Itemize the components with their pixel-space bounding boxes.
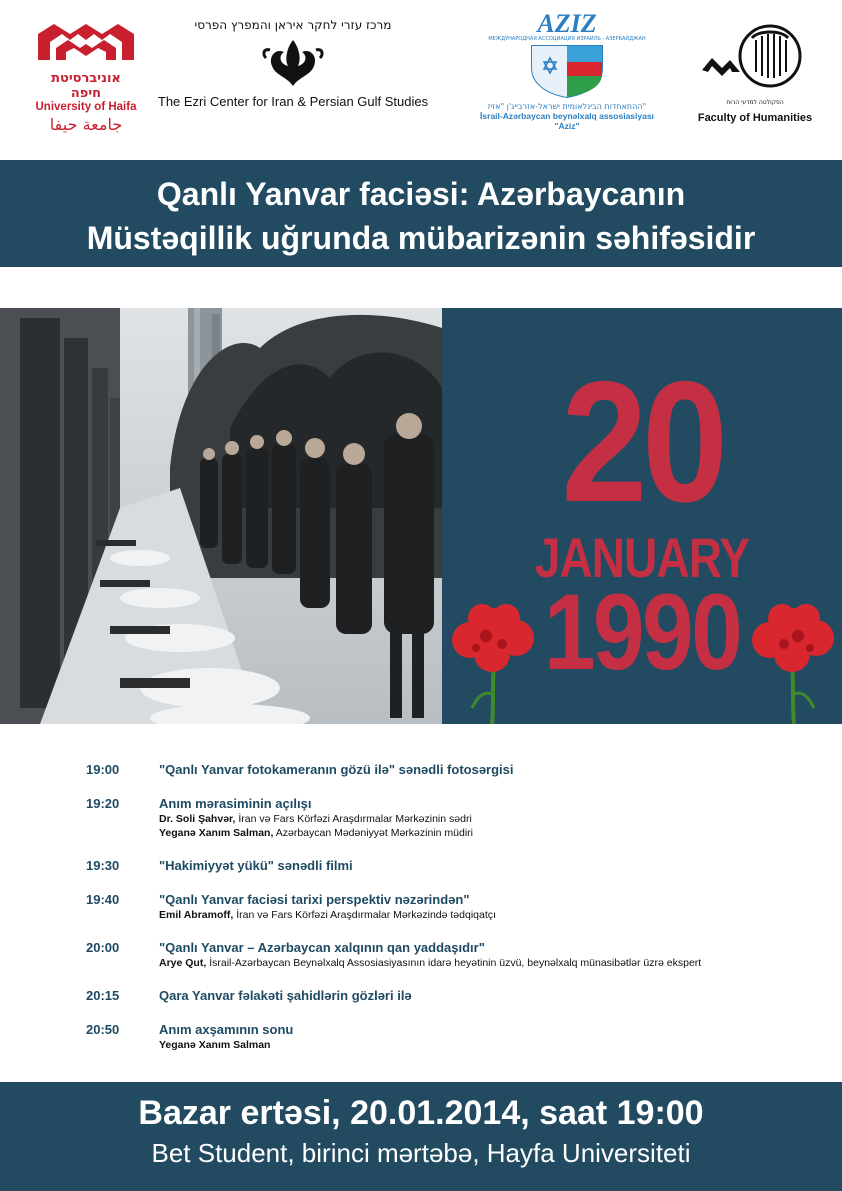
- haifa-arabic-name: جامعة حيفا: [49, 115, 123, 134]
- event-location: Bet Student, birinci mərtəbə, Hayfa Universiteti: [151, 1138, 691, 1168]
- speaker-name: Emil Abramoff,: [159, 909, 234, 921]
- program-speaker: [159, 908, 806, 922]
- title-band: [0, 160, 842, 267]
- aziz-association-logo: [472, 9, 662, 131]
- date-year: 1990: [543, 571, 741, 692]
- faculty-of-humanities-logo: [690, 20, 820, 124]
- aziz-azerbaijani-name: İsrail-Azərbaycan beynəlxalq assosiasiyası "Aziz": [480, 111, 654, 131]
- speaker-role: Azərbaycan Mədəniyyət Mərkəzinin müdiri: [275, 827, 473, 839]
- program-title: "Qanlı Yanvar – Azərbaycan xalqının qan yaddaşıdır": [159, 940, 485, 955]
- program-time: 19:30: [86, 858, 120, 873]
- event-datetime: Bazar ertəsi, 20.01.2014, saat 19:00: [138, 1094, 704, 1132]
- speaker-role: İsrail-Azərbaycan Beynəlxalq Assosiasiyasının idarə heyətinin üzvü, beynəlxalq münasibətlər üzrə ekspert: [209, 957, 702, 969]
- page-title-line-1: Qanlı Yanvar faciəsi: Azərbaycanın: [156, 176, 686, 212]
- program-item: [86, 1022, 806, 1052]
- date-panel: [442, 308, 842, 724]
- program-item: [86, 892, 806, 922]
- speaker-name: Arye Qut,: [159, 957, 207, 969]
- program-title: Qara Yanvar fəlakəti şahidlərin gözləri ilə: [159, 988, 412, 1003]
- program-title: "Qanlı Yanvar fotokameranın gözü ilə" sənədli fotosərgisi: [159, 762, 514, 777]
- program-title: "Qanlı Yanvar faciəsi tarixi perspektiv nəzərindən": [159, 892, 470, 907]
- aziz-title: AZIZ: [537, 9, 597, 38]
- program-speaker: [159, 956, 806, 970]
- date-day: 20: [561, 346, 723, 538]
- program-item: [86, 858, 806, 874]
- program-time: 19:20: [86, 796, 120, 811]
- speaker-role: İran və Fars Körfəzi Araşdırmalar Mərkəzində tədqiqatçı: [236, 909, 496, 921]
- speaker-name: Yeganə Xanım Salman,: [159, 827, 274, 839]
- ezri-english-name: The Ezri Center for Iran & Persian Gulf Studies: [157, 94, 429, 109]
- carnation-left-icon: [442, 604, 552, 724]
- program-title: Anım axşamının sonu: [159, 1022, 294, 1037]
- aziz-shield-icon: [530, 44, 604, 98]
- carnation-right-icon: [742, 604, 842, 724]
- humanities-english-name: Faculty of Humanities: [697, 112, 813, 124]
- haifa-emblem-icon: [34, 20, 138, 64]
- program-time: 20:15: [86, 988, 120, 1003]
- speaker-name: Yeganə Xanım Salman: [159, 1039, 271, 1051]
- program-speaker: [159, 826, 806, 840]
- haifa-hebrew-name: אוניברסיטת חיפה: [51, 71, 121, 101]
- ezri-center-logo: [148, 18, 438, 109]
- program-item: [86, 940, 806, 970]
- footer-band: [0, 1082, 842, 1191]
- humanities-hebrew-name: הפקולטה למדעי הרוח: [726, 99, 784, 106]
- memorial-photo: [0, 308, 442, 724]
- ezri-emblem-icon: [258, 36, 328, 90]
- aziz-hebrew-name: ההתאחדות הבינלאומית ישראל-אזרבייג'ן "אזיז": [487, 102, 647, 111]
- humanities-lyre-icon: [700, 20, 810, 94]
- memorial-alley-image: [0, 308, 442, 724]
- program-time: 20:50: [86, 1022, 120, 1037]
- program-time: 20:00: [86, 940, 120, 955]
- university-of-haifa-logo: [34, 20, 138, 134]
- program-item: [86, 988, 806, 1004]
- program-speaker: [159, 812, 806, 826]
- program-time: 19:00: [86, 762, 120, 777]
- program-title: Anım mərasiminin açılışı: [159, 796, 312, 811]
- program-item: [86, 796, 806, 840]
- speaker-role: İran və Fars Körfəzi Araşdırmalar Mərkəzinin sədri: [238, 813, 472, 825]
- program-item: [86, 762, 806, 778]
- date-month: JANUARY: [534, 526, 750, 589]
- program-speaker: [159, 1038, 806, 1052]
- haifa-english-name: University of Haifa: [35, 101, 137, 113]
- speaker-name: Dr. Soli Şahvər,: [159, 813, 236, 825]
- program-title: "Hakimiyyət yükü" sənədli filmi: [159, 858, 353, 873]
- page-title-line-2: Müstəqillik uğrunda mübarizənin səhifəsidir: [86, 220, 756, 256]
- logo-row: [0, 0, 842, 160]
- program-time: 19:40: [86, 892, 120, 907]
- ezri-hebrew-name: מרכז עזרי לחקר איראן והמפרץ הפרסי: [194, 18, 392, 32]
- aziz-russian-name: МЕЖДУНАРОДНАЯ АССОЦИАЦИЯ ИЗРАИЛЬ - АЗЕРБАЙДЖАН: [488, 36, 646, 42]
- event-program: [86, 762, 806, 1070]
